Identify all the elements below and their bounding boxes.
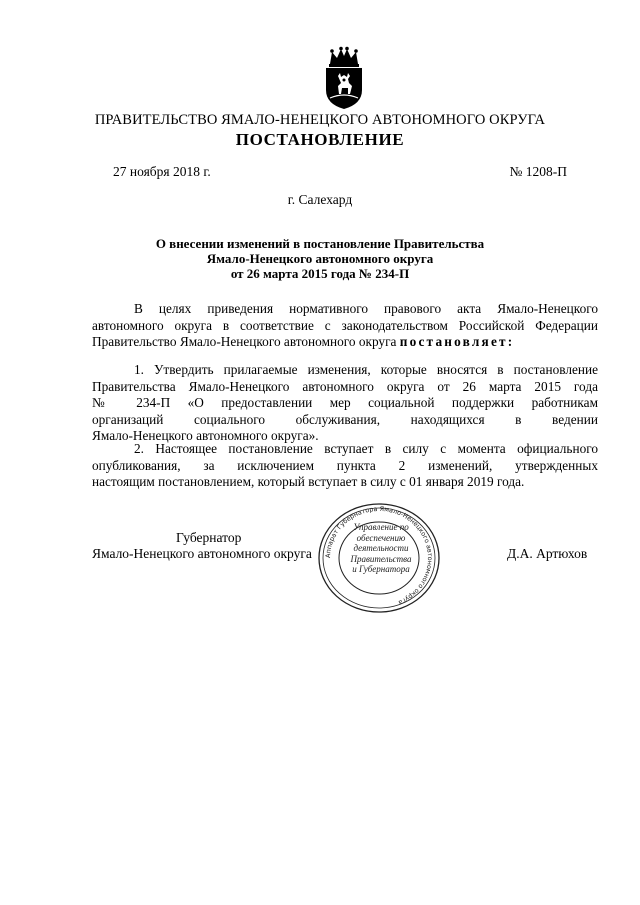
stamp-line: деятельности [353,543,409,553]
document-date: 27 ноября 2018 г. [113,164,211,179]
paragraph-text: Правительство Ямало-Ненецкого автономного округа [92,334,400,349]
subject-line: от 26 марта 2015 года № 234-П [230,266,410,281]
paragraph-line: Правительства Ямало-Ненецкого автономного округа от 26 марта 2015 года [92,378,598,394]
signatory-title: Губернатор [176,530,242,545]
document-type-title: ПОСТАНОВЛЕНИЕ [235,130,405,149]
organization-title: ПРАВИТЕЛЬСТВО ЯМАЛО-НЕНЕЦКОГО АВТОНОМНОГО ОКРУГА [94,112,546,128]
paragraph-line: настоящим постановлением, который вступает в силу с 01 января 2019 года. [92,474,525,489]
stamp-line: Управление по [353,522,409,532]
document-city: г. Салехард [287,192,353,207]
stamp-line: Правительства [350,553,412,564]
stamp-line: обеспечению [356,532,406,543]
paragraph-line: 1. Утвердить прилагаемые изменения, которые вносятся в постановление [134,362,598,377]
paragraph-line: В целях приведения нормативного правового акта Ямало-Ненецкого [134,301,598,316]
subject-line: Ямало-Ненецкого автономного округа [206,251,434,266]
stamp-line: и Губернатора [352,564,410,574]
signatory-title-region: Ямало-Ненецкого автономного округа [92,546,312,561]
paragraph-line [92,334,598,351]
paragraph-line: 2. Настоящее постановление вступает в силу с момента официального [134,441,598,456]
paragraph-line: Ямало-Ненецкого автономного округа». [92,428,319,443]
document-number: № 1208-П [509,164,567,179]
coat-of-arms-emblem [322,46,366,110]
subject-line: О внесении изменений в постановление Правительства [155,236,485,251]
preamble-paragraph [92,301,598,351]
paragraph-line: № 234-П «О предоставлении мер социальной поддержки работникам [92,395,598,410]
stamp-ring-text: Аппарат Губернатора Ямало-Ненецкого автономного округа [323,504,435,607]
document-subject [0,236,640,281]
clause-2-paragraph [92,441,598,491]
paragraph-line: опубликования, за исключением пункта 2 изменений, утвержденных [92,457,598,473]
paragraph-line: организаций социального обслуживания, находящихся в ведении [92,411,598,427]
signatory-name: Д.А. Артюхов [507,546,588,561]
paragraph-line: автономного округа в соответствие с законодательством Российской Федерации [92,317,598,333]
clause-1-paragraph [92,362,598,445]
resolves-keyword: постановляет: [399,334,515,349]
stamp-inner-text [346,522,416,575]
